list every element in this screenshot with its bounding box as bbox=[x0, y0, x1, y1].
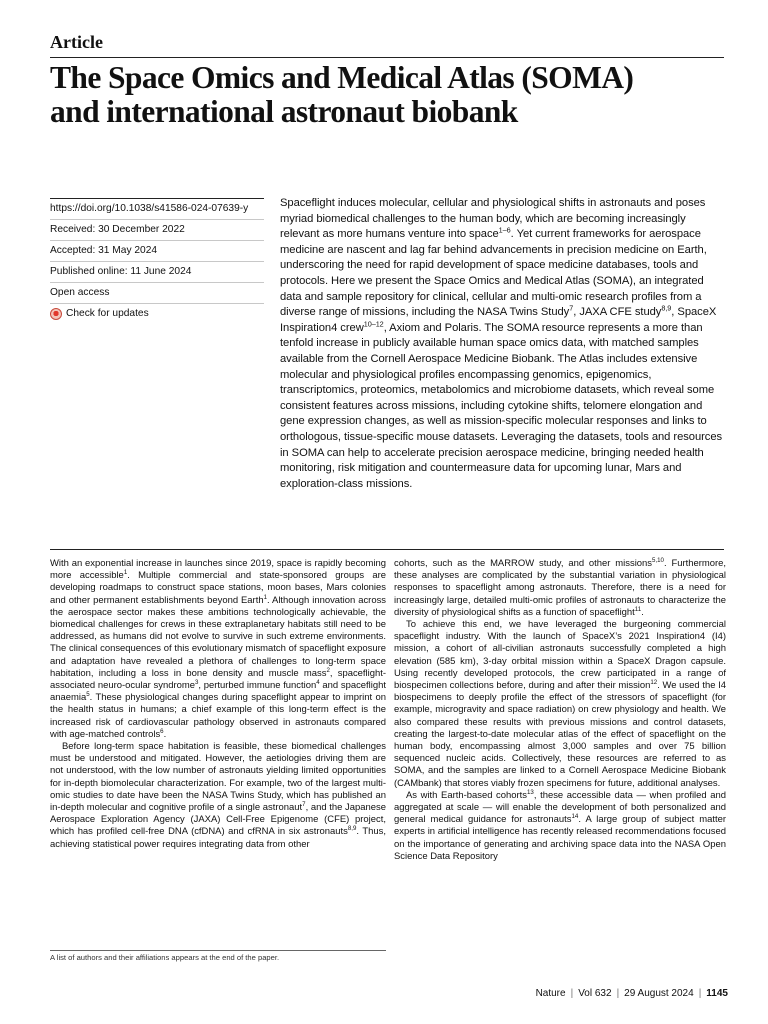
citation[interactable]: 13 bbox=[527, 788, 534, 796]
paragraph: cohorts, such as the MARROW study, and other missions$^{5,10}$. Furthermore, these analyses are complicated by the substantial variation in physiological responses to spaceflight among astronauts. Therefore, there is a need for increasingly large, detailed multi-omic profiles of astronauts to characterize the diversity of physiological shifts as a function of spaceflight$^{11}$. bbox=[394, 556, 726, 618]
citation[interactable]: 7 bbox=[302, 800, 306, 808]
check-for-updates-button[interactable] bbox=[50, 304, 264, 324]
citation[interactable]: 11 bbox=[634, 605, 642, 613]
citation[interactable]: 5 bbox=[86, 691, 90, 699]
footnote-rule bbox=[50, 950, 386, 951]
volume: Vol 632 bbox=[578, 988, 612, 999]
citation[interactable]: 3 bbox=[195, 678, 199, 686]
footer-separator: | bbox=[616, 988, 620, 999]
citation[interactable]: 4 bbox=[316, 678, 320, 686]
article-title bbox=[50, 61, 730, 129]
section-label: Article bbox=[50, 32, 103, 52]
check-for-updates-icon bbox=[50, 308, 62, 320]
citation[interactable]: 1 bbox=[263, 593, 267, 601]
citation[interactable]: 1–6 bbox=[498, 225, 511, 235]
citation[interactable]: 6 bbox=[160, 727, 164, 735]
title-line-2: and international astronaut biobank bbox=[50, 94, 518, 129]
citation[interactable]: 14 bbox=[571, 813, 579, 821]
citation[interactable]: 2 bbox=[326, 666, 330, 674]
footer-separator: | bbox=[570, 988, 574, 999]
paragraph: To achieve this end, we have leveraged the burgeoning commercial spaceflight industry. With the launch of SpaceX’s 2021 Inspiration4 (I4) mission, a cohort of all-civilian astronauts successfully completed a high elevation (585 km), 3-day orbital mission within a SpaceX Dragon capsule. Using recently developed protocols, the crew participated in a range of biospecimen collections before, during and after their mission$^{12}$. We used the I4 biospecimens to deeply profile the effect of the stressors of spaceflight (for example, microgravity and space radiation) on crew physiology and health. We also compared these results with previous missions and control datasets, creating the largest-to-date molecular atlas of the effect of spaceflight on the human body, encompassing almost 3,000 samples and over 75 billion sequenced nucleic acids. Collectively, these resources are referred to as SOMA, and the samples are linked to a Cornell Aerospace Medicine Biobank (CAMbank) that stores viably frozen specimens for future, additional analyses. bbox=[394, 619, 726, 789]
abstract-text: , SpaceX Inspiration4 crew bbox=[280, 306, 717, 334]
journal-name: Nature bbox=[535, 988, 566, 999]
paragraph: As with Earth-based cohorts$^{13}$, these accessible data — when profiled and aggregated at scale — will enable the development of both personalized and general medical guidance for astronauts$^{14}$. A large group of subject matter experts in artificial intelligence has recently released recommendations focused on the importance of generating and archiving space data into the NASA Open Science Data Repository bbox=[394, 788, 726, 862]
article-metadata bbox=[50, 198, 264, 324]
accepted-date: Accepted: 31 May 2024 bbox=[50, 241, 264, 262]
abstract bbox=[280, 196, 728, 492]
abstract-text: Spaceflight induces molecular, cellular and physiological shifts in astronauts and poses myriad biomedical challenges to the human body, which are becoming increasingly relevant as more humans venture into space bbox=[280, 197, 706, 241]
paragraph: With an exponential increase in launches since 2019, space is rapidly becoming more accessible$^1$. Multiple commercial and state-sponsored groups are developing roadmaps to construct space stations, moon bases, Mars colonies and other permanent establishments beyond Earth$^1$. Although innovation across the aerospace sector makes these ambitions technologically achievable, the biomedical challenges for crews in these extraplanetary habitats still need to be addressed, as humans did not evolve to survive in such extreme environments. The clinical consequences of this evolutionary mismatch of spaceflight exposure and adaptation have revealed a plethora of challenges to long-term space habitation, including a loss in bone density and muscle mass$^2$, spaceflight-associated neuro-ocular syndrome$^3$, perturbed immune function$^4$ and spaceflight anaemia$^5$. These physiological changes during spaceflight appear to imprint on the health status in humans; a chief example of this long-term effect is the increased risk of cardiovascular pathology observed in astronauts compared with age-matched controls$^6$. bbox=[50, 558, 387, 740]
received-date: Received: 30 December 2022 bbox=[50, 220, 264, 241]
citation[interactable]: 12 bbox=[650, 678, 658, 686]
citation[interactable]: 8,9 bbox=[661, 303, 672, 313]
body-rule bbox=[50, 549, 724, 550]
check-for-updates-label: Check for updates bbox=[66, 308, 149, 319]
footer-separator: | bbox=[698, 988, 702, 999]
doi-link[interactable]: https://doi.org/10.1038/s41586-024-07639-y bbox=[50, 198, 264, 220]
body-column-right bbox=[394, 558, 726, 863]
page-footer bbox=[536, 988, 728, 999]
abstract-text: . Yet current frameworks for aerospace medicine are nascent and lag far behind advancements in precision medicine on Earth, underscoring the need for rapid development of space medicine databases, tools and protocols. Here we present the Space Omics and Medical Atlas (SOMA), an integrated data and sample repository for clinical, cellular and multi-omic research profiles from a diverse range of missions, including the NASA Twins Study bbox=[280, 228, 707, 319]
citation[interactable]: 1 bbox=[123, 569, 128, 577]
title-line-1: The Space Omics and Medical Atlas (SOMA) bbox=[50, 60, 634, 95]
issue-date: 29 August 2024 bbox=[624, 988, 694, 999]
published-date: Published online: 11 June 2024 bbox=[50, 262, 264, 283]
open-access-label: Open access bbox=[50, 283, 264, 304]
paragraph: Before long-term space habitation is feasible, these biomedical challenges must be understood and mitigated. However, the aetiologies driving them are not understood, with the low number of astronauts yielding limited opportunities for in-depth biomolecular characterization. For example, two of the largest multi-omic studies to date have been the NASA Twins Study, which has published an in-depth molecular and cognitive profile of a single astronaut$^7$, and the Japanese Aerospace Exploration Agency (JAXA) Cell-Free Epigenome (CFE) project, which has profiled cell-free DNA (cfDNA) and cfRNA in six astronauts$^{8,9}$. Thus, achieving statistical power requires integrating data from other bbox=[50, 741, 386, 850]
author-footnote: A list of authors and their affiliations appears at the end of the paper. bbox=[50, 953, 280, 962]
abstract-text: , JAXA CFE study bbox=[573, 306, 662, 319]
page-number: 1145 bbox=[706, 988, 728, 999]
citation[interactable]: 8,9 bbox=[347, 825, 357, 833]
citation[interactable]: 7 bbox=[569, 303, 574, 313]
abstract-text: , Axiom and Polaris. The SOMA resource represents a more than tenfold increase in publicly available human space omics data, with matched samples available from the Cornell Aerospace Medicine Biobank. The Atlas includes extensive molecular and physiological profiles encompassing genomics, epigenomics, transcriptomics, proteomics, metabolomics and microbiome datasets, which reveal some consistent features across missions, including cytokine shifts, telomere elongation and gene expression changes, as well as mission-specific molecular responses and links to orthologous, tissue-specific mouse datasets. Leveraging the datasets, tools and resources in SOMA can help to accelerate precision aerospace medicine, bringing needed health monitoring, risk mitigation and countermeasure data for upcoming lunar, Mars and exploration-class missions. bbox=[280, 321, 723, 490]
header-rule bbox=[50, 57, 724, 58]
citation[interactable]: 5,10 bbox=[652, 556, 664, 564]
body-column-left bbox=[50, 558, 386, 851]
citation[interactable]: 10–12 bbox=[363, 319, 384, 329]
